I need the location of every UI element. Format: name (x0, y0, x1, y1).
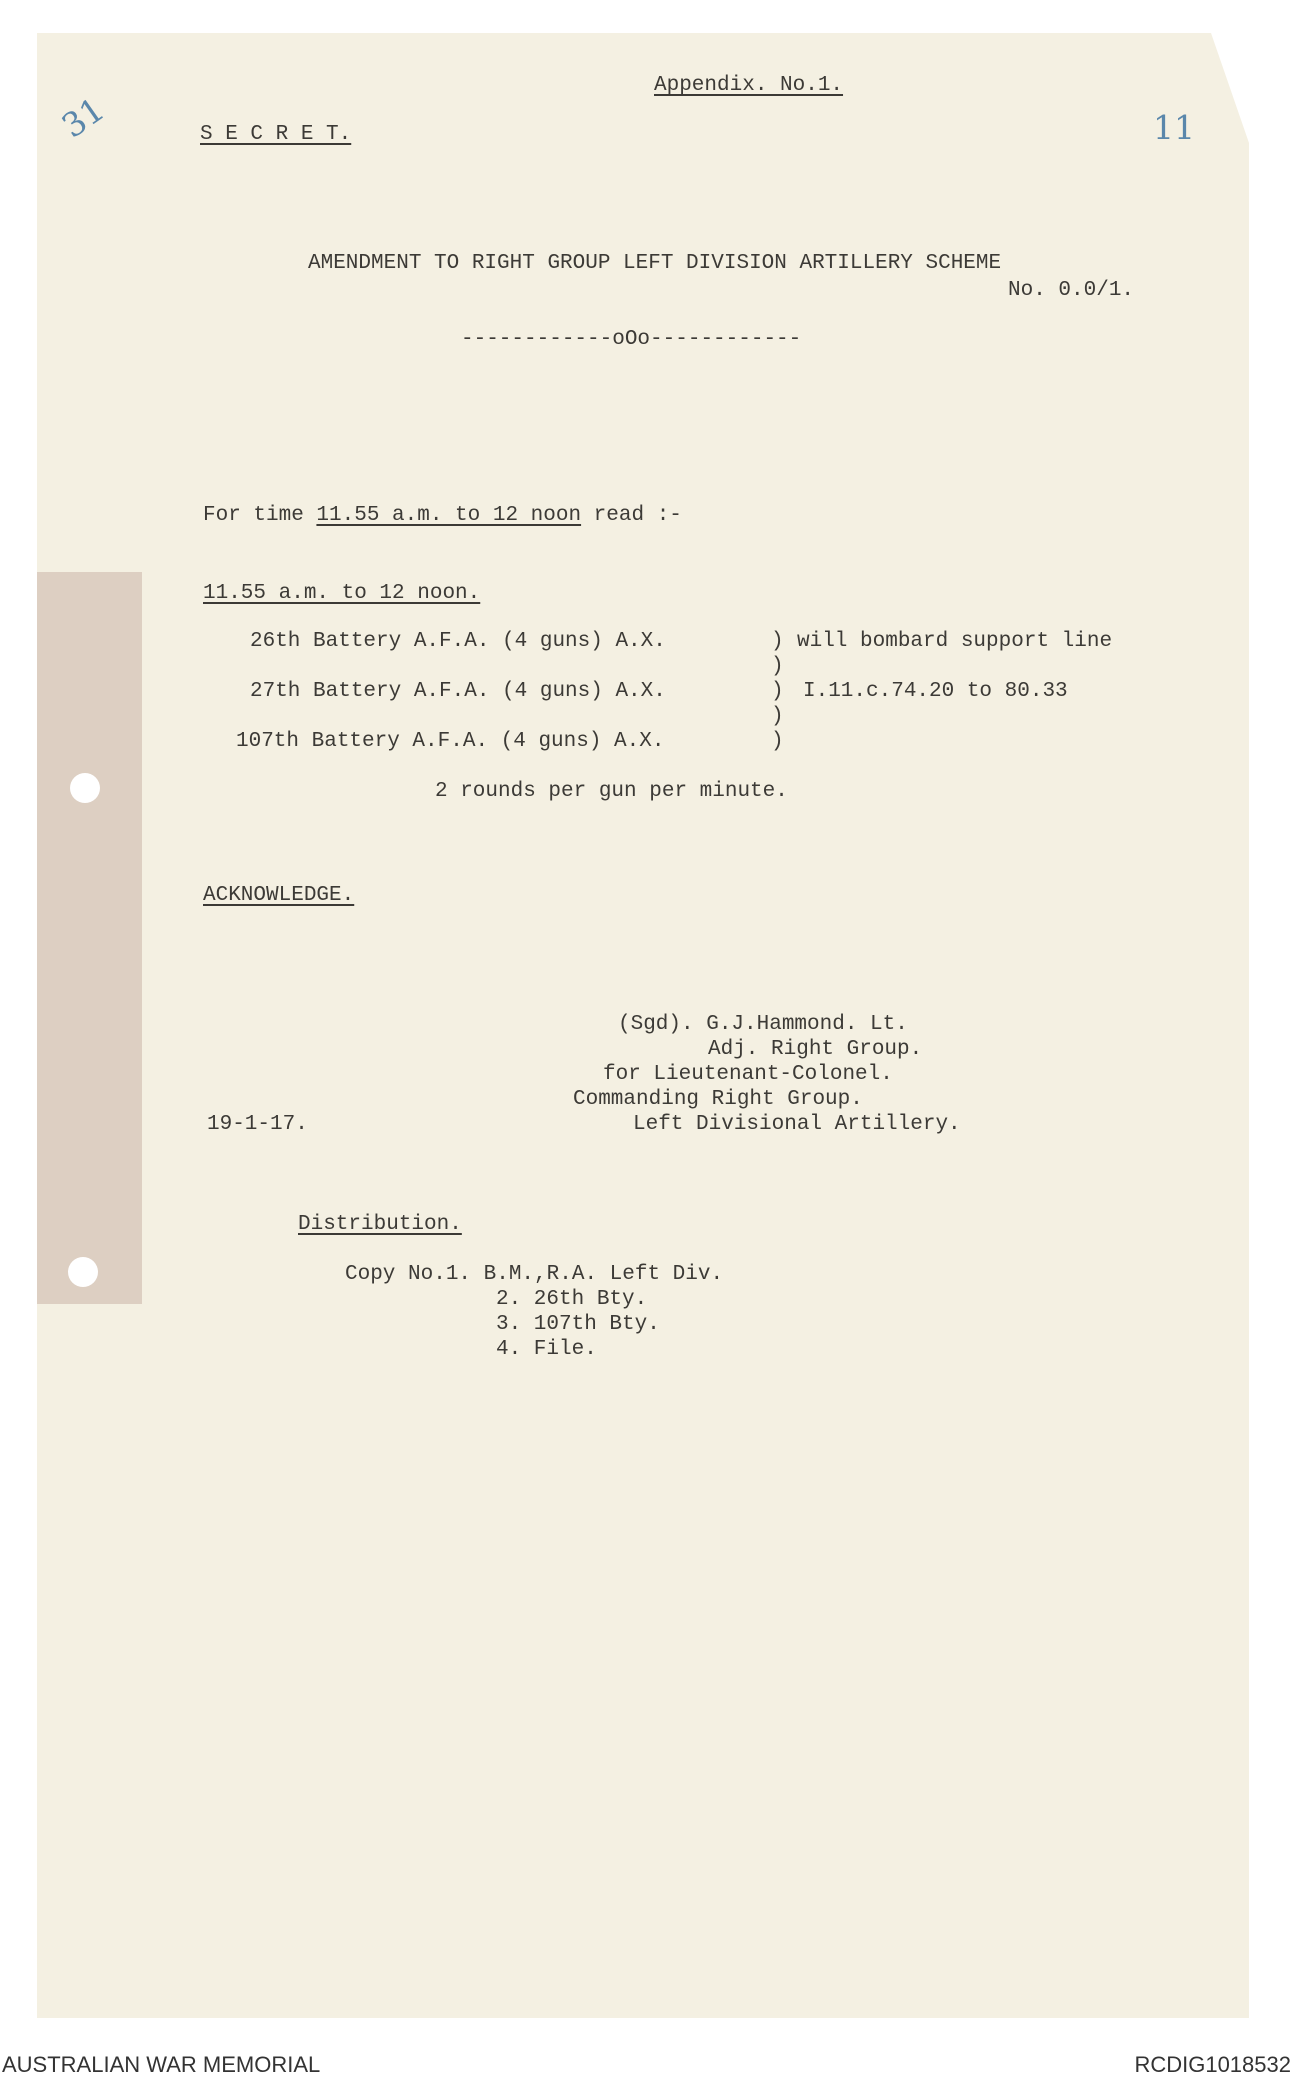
title-divider: ------------oOo------------ (461, 328, 802, 351)
punch-hole (68, 1257, 98, 1287)
scheme-number: No. 0.0/1. (1008, 279, 1135, 302)
battery-bracket: ) (771, 730, 784, 753)
acknowledge-label: ACKNOWLEDGE. (203, 884, 355, 907)
battery-action: I.11.c.74.20 to 80.33 (803, 680, 1068, 703)
battery-action: will bombard support line (797, 630, 1113, 653)
folio-annotation: 31 (54, 89, 112, 146)
distribution-heading: Distribution. (298, 1213, 462, 1236)
bracket-spacer: ) (771, 655, 784, 678)
signature-line: Adj. Right Group. (708, 1038, 923, 1061)
intro-prefix: For time (203, 504, 317, 527)
intro-suffix: read :- (581, 504, 682, 527)
document-title: AMENDMENT TO RIGHT GROUP LEFT DIVISION ARTILLERY SCHEME (308, 252, 1002, 275)
signature-line: Left Divisional Artillery. (633, 1113, 961, 1136)
appendix-label: Appendix. No.1. (654, 74, 844, 97)
signature-line: (Sgd). G.J.Hammond. Lt. (618, 1013, 908, 1036)
archive-credit: AUSTRALIAN WAR MEMORIAL (2, 2052, 321, 2077)
bracket-spacer: ) (771, 705, 784, 728)
classification-label: S E C R E T. (200, 123, 352, 146)
fire-rate: 2 rounds per gun per minute. (435, 780, 788, 803)
battery-bracket: ) (771, 630, 784, 653)
battery-unit: 26th Battery A.F.A. (4 guns) A.X. (250, 630, 666, 653)
document-date: 19-1-17. (207, 1113, 308, 1136)
signature-line: for Lieutenant-Colonel. (603, 1063, 893, 1086)
battery-bracket: ) (771, 680, 784, 703)
distribution-item: 2. 26th Bty. (496, 1288, 648, 1311)
distribution-item: 3. 107th Bty. (496, 1313, 660, 1336)
battery-unit: 107th Battery A.F.A. (4 guns) A.X. (236, 730, 665, 753)
binding-stub (37, 572, 142, 1304)
punch-hole (70, 773, 100, 803)
distribution-item: 4. File. (496, 1338, 597, 1361)
signature-line: Commanding Right Group. (573, 1088, 863, 1111)
page-number: 11 (1153, 108, 1195, 147)
section-heading: 11.55 a.m. to 12 noon. (203, 582, 481, 605)
battery-unit: 27th Battery A.F.A. (4 guns) A.X. (250, 680, 666, 703)
intro-line (203, 503, 682, 528)
intro-time: 11.55 a.m. to 12 noon (316, 504, 582, 527)
archive-id: RCDIG1018532 (1134, 2052, 1291, 2077)
distribution-item: Copy No.1. B.M.,R.A. Left Div. (345, 1263, 724, 1286)
